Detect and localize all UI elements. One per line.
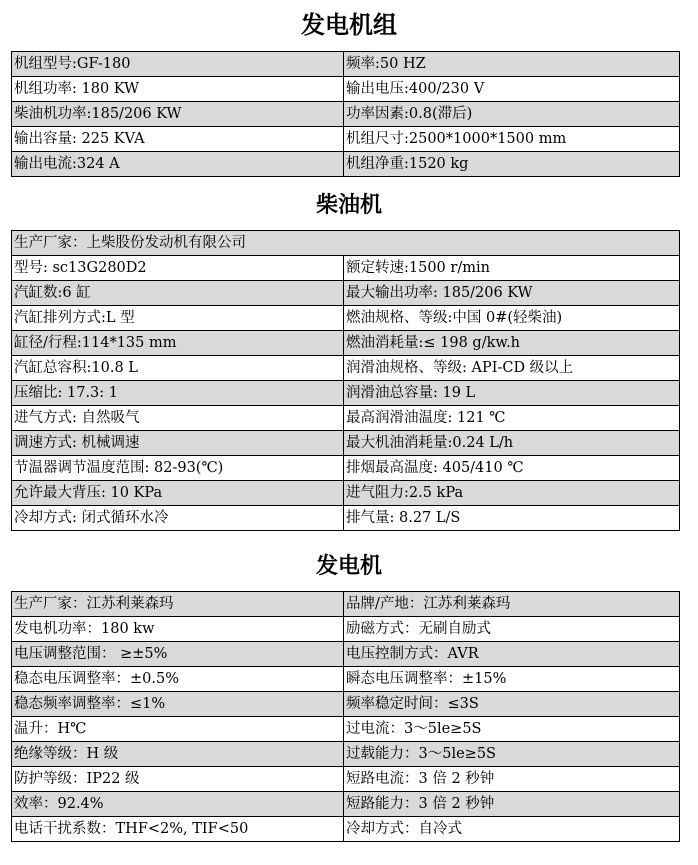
table-row <box>12 281 680 306</box>
spec-cell: 燃油消耗量:≤ 198 g/kw.h <box>344 331 680 356</box>
spec-cell: 燃油规格、等级:中国 0#(轻柴油) <box>344 306 680 331</box>
spec-cell: 压缩比: 17.3: 1 <box>12 381 344 406</box>
table-row <box>12 617 680 642</box>
spec-cell: 机组尺寸:2500*1000*1500 mm <box>344 127 680 152</box>
spec-cell: 过载能力：3～5le≥5S <box>344 742 680 767</box>
spec-cell: 调速方式: 机械调速 <box>12 431 344 456</box>
spec-cell: 励磁方式：无刷自励式 <box>344 617 680 642</box>
spec-cell: 电压调整范围： ≥±5% <box>12 642 344 667</box>
spec-cell: 发电机功率：180 kw <box>12 617 344 642</box>
spec-cell: 冷却方式：自冷式 <box>344 817 680 842</box>
table-row <box>12 381 680 406</box>
table-row <box>12 742 680 767</box>
table-row <box>12 406 680 431</box>
table-row <box>12 231 680 256</box>
generator-spec-table <box>11 591 680 842</box>
spec-cell: 过电流：3～5le≥5S <box>344 717 680 742</box>
spec-cell: 生产厂家：江苏利莱森玛 <box>12 592 344 617</box>
table-row <box>12 256 680 281</box>
table-row <box>12 77 680 102</box>
spec-cell: 效率：92.4% <box>12 792 344 817</box>
table-row <box>12 431 680 456</box>
table-row <box>12 52 680 77</box>
table-row <box>12 817 680 842</box>
spec-cell: 稳态电压调整率：±0.5% <box>12 667 344 692</box>
spec-cell: 进气阻力:2.5 kPa <box>344 481 680 506</box>
spec-cell: 瞬态电压调整率：±15% <box>344 667 680 692</box>
table-row <box>12 767 680 792</box>
spec-cell: 润滑油总容量: 19 L <box>344 381 680 406</box>
section-title-diesel-engine: 柴油机 <box>315 193 382 218</box>
spec-cell: 排烟最高温度: 405/410 ℃ <box>344 456 680 481</box>
table-row <box>12 306 680 331</box>
spec-cell: 润滑油规格、等级: API-CD 级以上 <box>344 356 680 381</box>
spec-cell: 电话干扰系数：THF<2%, TIF<50 <box>12 817 344 842</box>
spec-cell: 额定转速:1500 r/min <box>344 256 680 281</box>
spec-cell: 最大机油消耗量:0.24 L/h <box>344 431 680 456</box>
spec-cell: 最高润滑油温度: 121 ℃ <box>344 406 680 431</box>
spec-cell: 机组净重:1520 kg <box>344 152 680 177</box>
spec-cell: 柴油机功率:185/206 KW <box>12 102 344 127</box>
spec-cell: 频率:50 HZ <box>344 52 680 77</box>
spec-cell: 稳态频率调整率：≤1% <box>12 692 344 717</box>
table-row <box>12 667 680 692</box>
spec-cell: 允许最大背压: 10 KPa <box>12 481 344 506</box>
table-row <box>12 792 680 817</box>
table-row <box>12 506 680 531</box>
spec-cell: 冷却方式: 闭式循环水冷 <box>12 506 344 531</box>
spec-cell: 温升：H℃ <box>12 717 344 742</box>
manufacturer-cell: 生产厂家：上柴股份发动机有限公司 <box>12 231 680 256</box>
table-row <box>12 331 680 356</box>
table-row <box>12 717 680 742</box>
spec-cell: 进气方式: 自然吸气 <box>12 406 344 431</box>
section-title-genset: 发电机组 <box>301 11 397 39</box>
spec-cell: 机组型号:GF-180 <box>12 52 344 77</box>
spec-cell: 汽缸总容积:10.8 L <box>12 356 344 381</box>
spec-cell: 缸径/行程:114*135 mm <box>12 331 344 356</box>
spec-cell: 短路电流：3 倍 2 秒钟 <box>344 767 680 792</box>
table-row <box>12 456 680 481</box>
spec-cell: 功率因素:0.8(滞后) <box>344 102 680 127</box>
spec-cell: 品牌/产地：江苏利莱森玛 <box>344 592 680 617</box>
spec-cell: 防护等级：IP22 级 <box>12 767 344 792</box>
table-row <box>12 642 680 667</box>
section-title-generator: 发电机 <box>315 554 382 579</box>
table-row <box>12 356 680 381</box>
spec-cell: 电压控制方式：AVR <box>344 642 680 667</box>
table-row <box>12 592 680 617</box>
spec-cell: 短路能力：3 倍 2 秒钟 <box>344 792 680 817</box>
spec-cell: 机组功率: 180 KW <box>12 77 344 102</box>
spec-cell: 型号: sc13G280D2 <box>12 256 344 281</box>
table-row <box>12 692 680 717</box>
spec-cell: 汽缸数:6 缸 <box>12 281 344 306</box>
table-row <box>12 102 680 127</box>
spec-cell: 排气量: 8.27 L/S <box>344 506 680 531</box>
spec-cell: 频率稳定时间：≤3S <box>344 692 680 717</box>
spec-cell: 输出容量: 225 KVA <box>12 127 344 152</box>
spec-cell: 输出电流:324 A <box>12 152 344 177</box>
spec-cell: 节温器调节温度范围: 82-93(℃) <box>12 456 344 481</box>
genset-spec-table <box>11 51 680 177</box>
spec-cell: 输出电压:400/230 V <box>344 77 680 102</box>
table-row <box>12 481 680 506</box>
spec-cell: 汽缸排列方式:L 型 <box>12 306 344 331</box>
table-row <box>12 127 680 152</box>
spec-cell: 绝缘等级：H 级 <box>12 742 344 767</box>
table-row <box>12 152 680 177</box>
diesel-engine-spec-table <box>11 230 680 531</box>
spec-cell: 最大输出功率: 185/206 KW <box>344 281 680 306</box>
